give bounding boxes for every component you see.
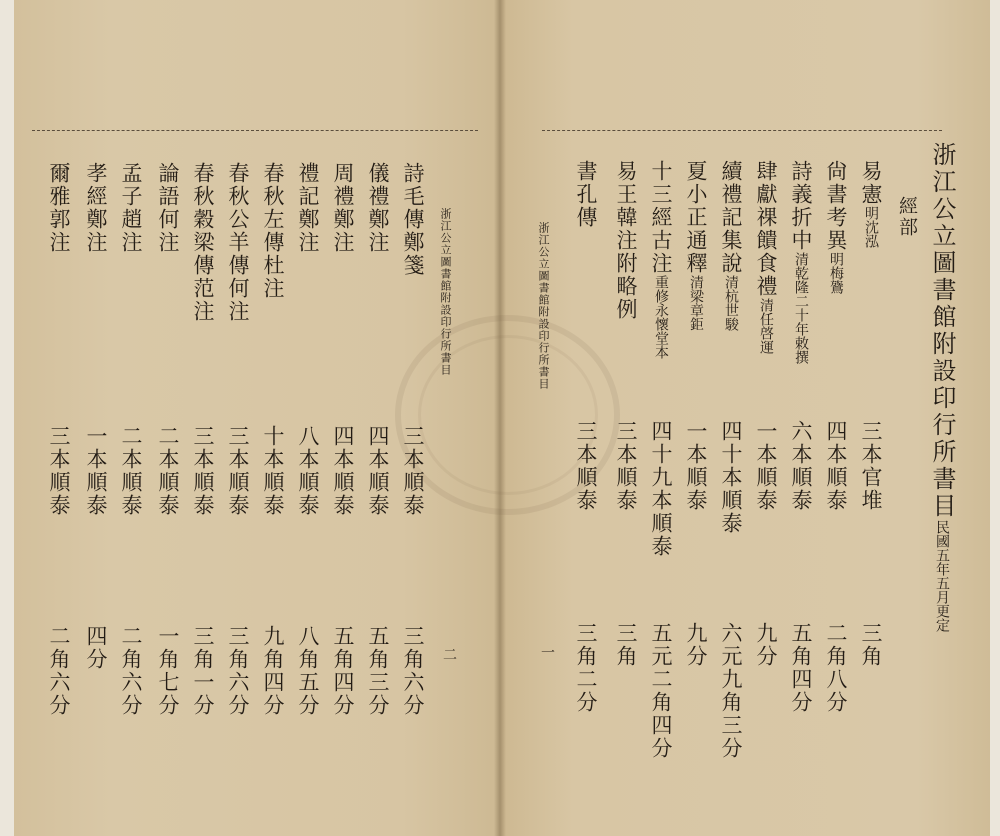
- left-entry-volumes: 二本順泰: [156, 425, 180, 517]
- left-entry-price: 二角六分: [47, 625, 71, 717]
- left-entry-price: 三角一分: [191, 625, 215, 717]
- right-entry-title: 續禮記集說清杭世駿: [719, 160, 743, 331]
- right-entry-volumes: 三本順泰: [614, 420, 638, 512]
- right-entry-title: 書孔傳: [574, 160, 598, 229]
- left-entry-volumes: 八本順泰: [296, 425, 320, 517]
- left-entry-title: 論語何注: [156, 162, 180, 254]
- right-entry-title: 易王韓注附略例: [614, 160, 638, 321]
- right-entry-price: 五角四分: [789, 622, 813, 714]
- right-entry-title: 易憲明沈泓: [859, 160, 883, 248]
- left-entry-price: 三角六分: [401, 625, 425, 717]
- left-entry-volumes: 三本順泰: [401, 425, 425, 517]
- right-entry-price: 三角二分: [574, 622, 598, 714]
- right-entry-title: 夏小正通釋清梁章鉅: [684, 160, 708, 331]
- section-heading: 經部: [896, 196, 918, 238]
- left-entry-price: 二角六分: [119, 625, 143, 717]
- right-entry-title: 十三經古注重修永懷堂本: [649, 160, 673, 359]
- catalog-title: 浙江公立圖書館附設印行所書目民國五年五月更定: [928, 142, 956, 632]
- left-entry-title: 春秋穀梁傳范注: [191, 162, 215, 323]
- left-entry-title: 春秋公羊傳何注: [226, 162, 250, 323]
- left-entry-volumes: 四本順泰: [366, 425, 390, 517]
- right-margin-label: 浙江公立圖書館附設印行所書目: [537, 222, 550, 390]
- left-entry-title: 禮記鄭注: [296, 162, 320, 254]
- left-entry-price: 五角四分: [331, 625, 355, 717]
- left-page-number: 二: [441, 647, 457, 661]
- left-entry-title: 爾雅郭注: [47, 162, 71, 254]
- left-entry-title: 孝經鄭注: [84, 162, 108, 254]
- right-entry-volumes: 四十九本順泰: [649, 420, 673, 558]
- right-entry-title: 尙書考異明梅鷟: [824, 160, 848, 294]
- left-entry-price: 三角六分: [226, 625, 250, 717]
- right-entry-price: 九分: [754, 622, 778, 668]
- right-entry-title: 肆獻祼饋食禮清任啓運: [754, 160, 778, 354]
- right-entry-price: 九分: [684, 622, 708, 668]
- left-entry-price: 四分: [84, 625, 108, 671]
- left-entry-title: 孟子趙注: [119, 162, 143, 254]
- right-entry-price: 三角: [614, 622, 638, 668]
- left-entry-volumes: 三本順泰: [47, 425, 71, 517]
- left-entry-title: 春秋左傳杜注: [261, 162, 285, 300]
- right-entry-volumes: 一本順泰: [684, 420, 708, 512]
- left-entry-volumes: 四本順泰: [331, 425, 355, 517]
- left-entry-volumes: 三本順泰: [191, 425, 215, 517]
- left-entry-price: 八角五分: [296, 625, 320, 717]
- left-entry-title: 周禮鄭注: [331, 162, 355, 254]
- right-entry-volumes: 三本順泰: [574, 420, 598, 512]
- right-entry-title: 詩義折中清乾隆二十年敕撰: [789, 160, 813, 364]
- right-entry-volumes: 四十本順泰: [719, 420, 743, 535]
- left-entry-title: 儀禮鄭注: [366, 162, 390, 254]
- left-margin-label: 浙江公立圖書館附設印行所書目: [439, 208, 452, 376]
- right-dashed-rule: [542, 130, 942, 131]
- left-entry-volumes: 三本順泰: [226, 425, 250, 517]
- right-entry-price: 三角: [859, 622, 883, 668]
- left-entry-title: 詩毛傳鄭箋: [401, 162, 425, 277]
- right-page-number: 一: [539, 645, 555, 659]
- left-entry-volumes: 十本順泰: [261, 425, 285, 517]
- right-entry-price: 五元二角四分: [649, 622, 673, 760]
- right-entry-price: 六元九角三分: [719, 622, 743, 760]
- right-entry-price: 二角八分: [824, 622, 848, 714]
- right-entry-volumes: 一本順泰: [754, 420, 778, 512]
- right-entry-volumes: 四本順泰: [824, 420, 848, 512]
- left-entry-volumes: 一本順泰: [84, 425, 108, 517]
- right-entry-volumes: 三本官堆: [859, 420, 883, 512]
- left-entry-price: 一角七分: [156, 625, 180, 717]
- left-dashed-rule: [32, 130, 478, 131]
- left-entry-price: 五角三分: [366, 625, 390, 717]
- right-entry-volumes: 六本順泰: [789, 420, 813, 512]
- left-entry-volumes: 二本順泰: [119, 425, 143, 517]
- left-entry-price: 九角四分: [261, 625, 285, 717]
